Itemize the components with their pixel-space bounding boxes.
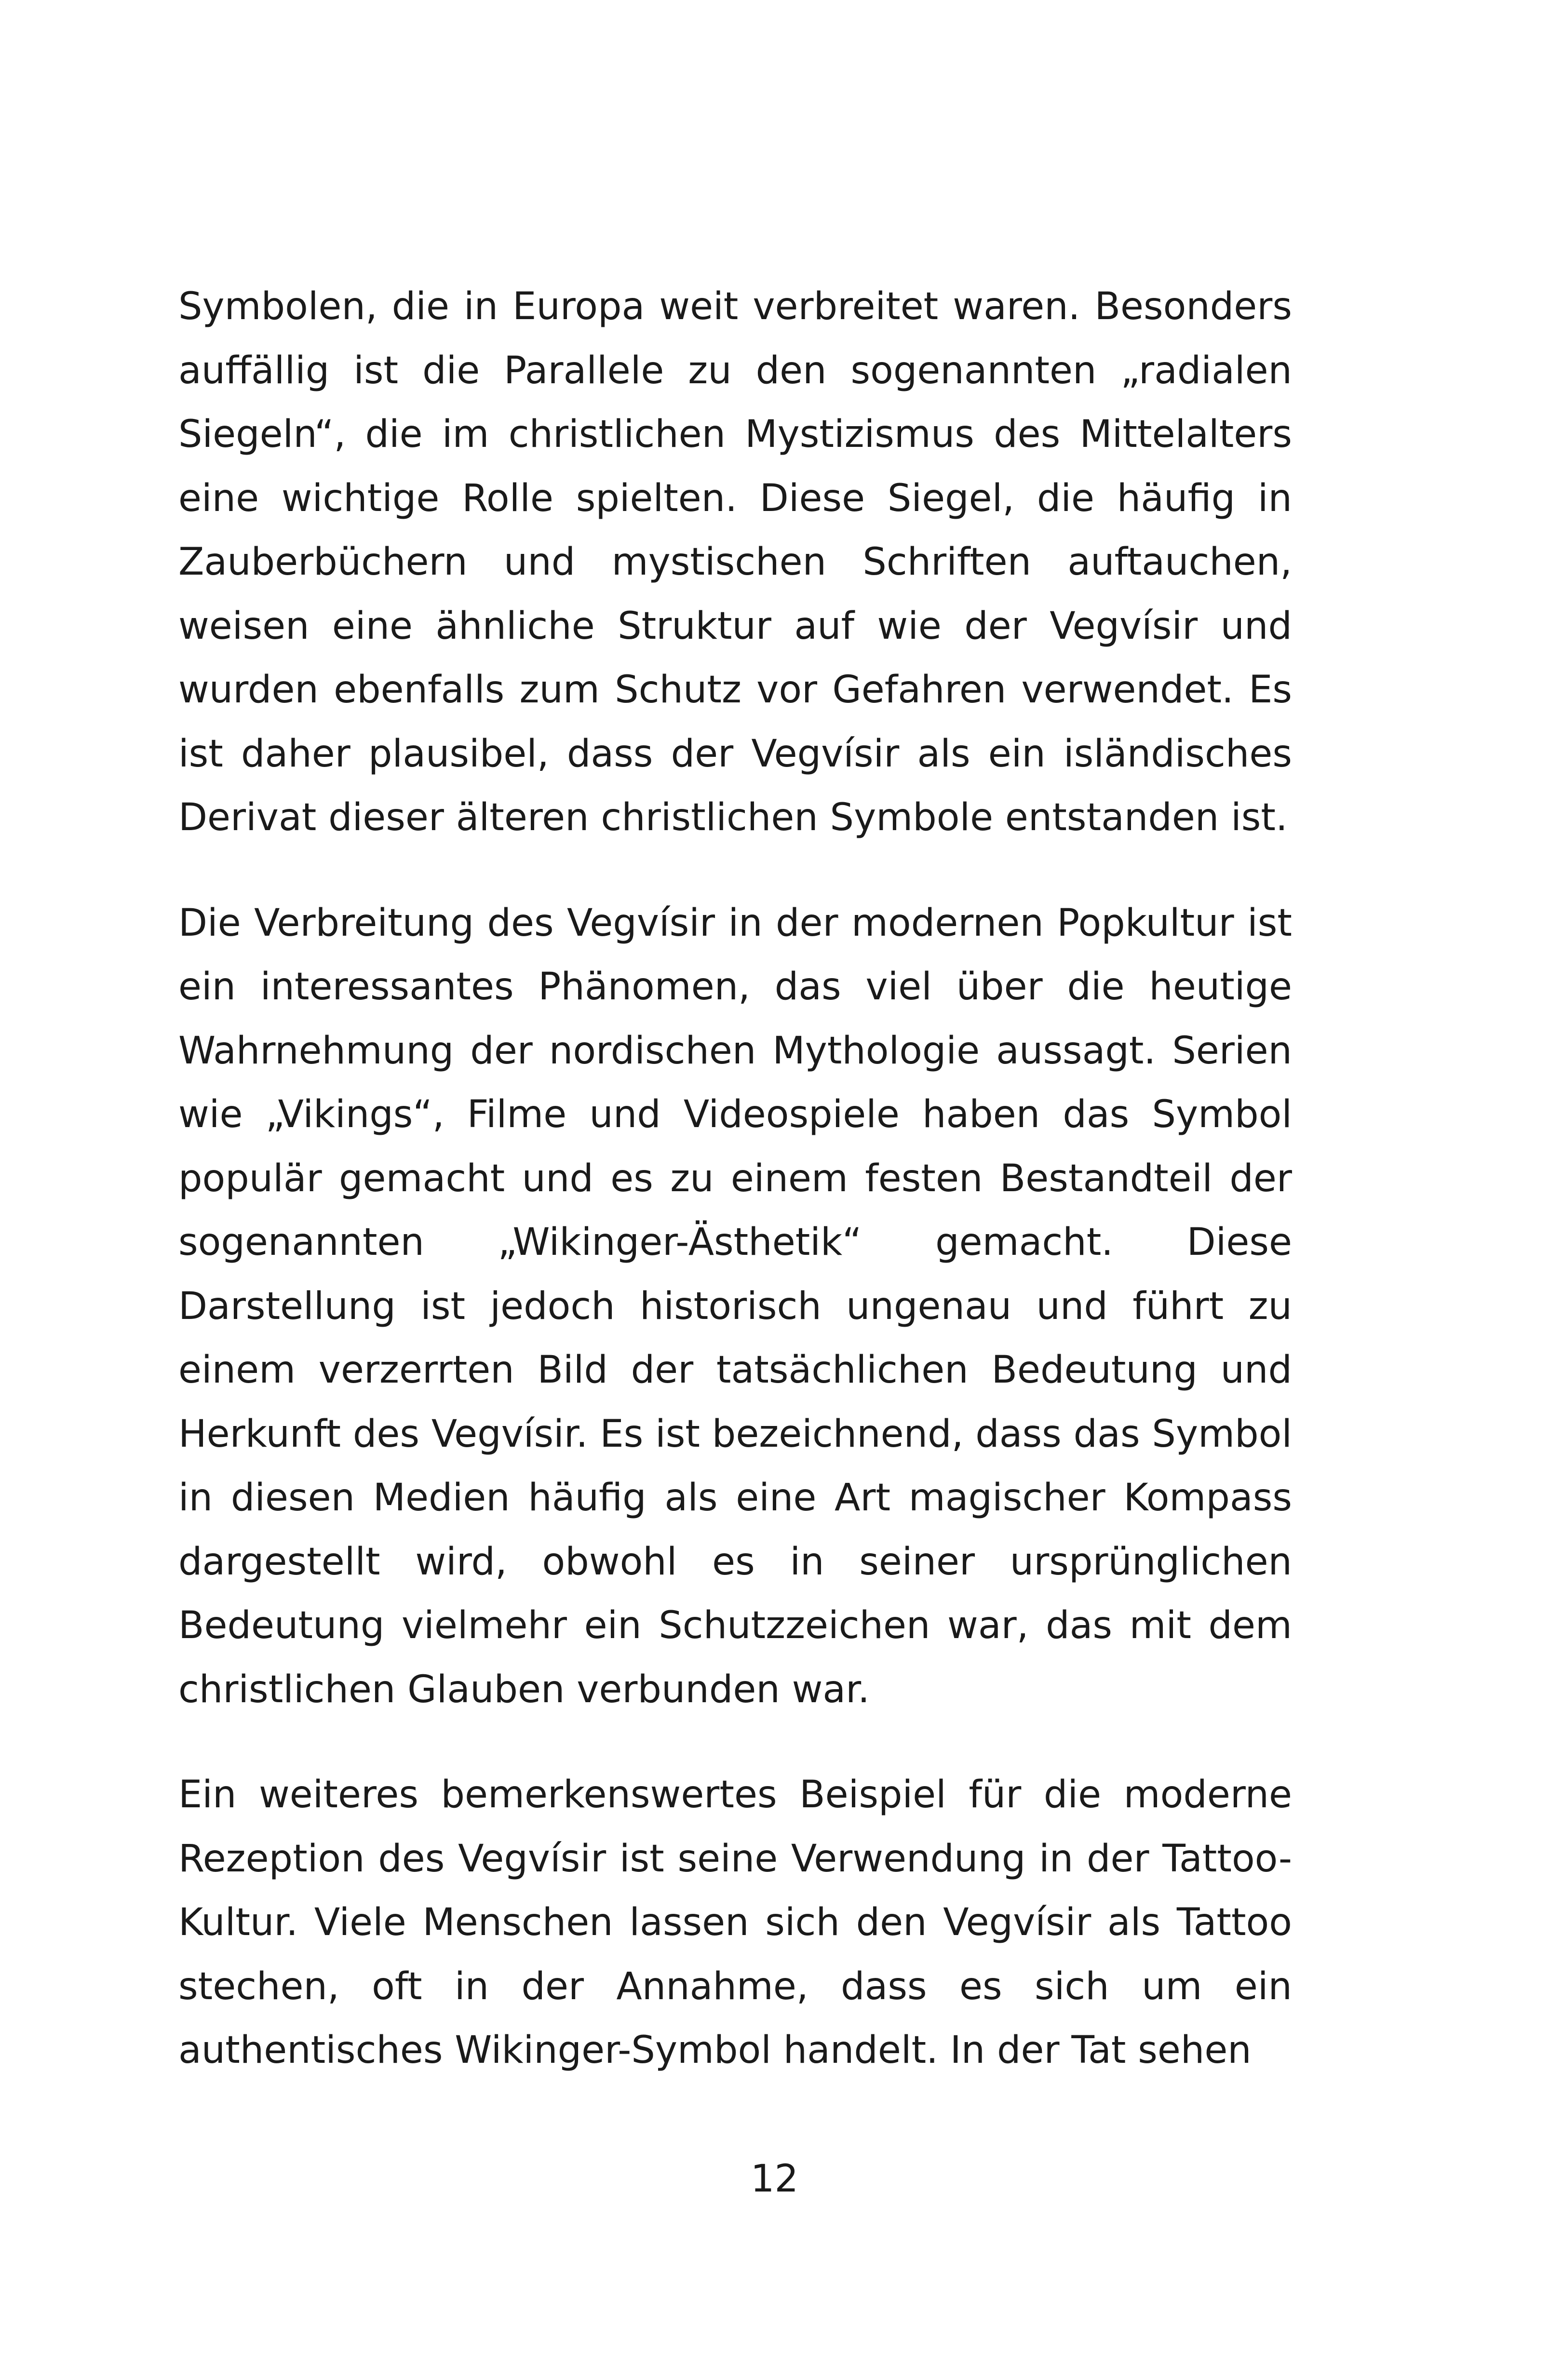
paragraph: Ein weiteres bemerkenswertes Beispiel für die moderne Rezeption des Vegvísir ist seine Verwendung in der Tattoo-Kultur. Viele Menschen lassen sich den Vegvísir als Tattoo stechen, oft in der Annahme, dass es sich um ein authentisches Wikinger-Symbol handelt. In der Tat sehen [178,1773,1292,2072]
paragraph: Symbolen, die in Europa weit verbreitet waren. Besonders auffällig ist die Parallele zu den sogenannten „radialen Siegeln“, die im christlichen Mystizismus des Mittelalters eine wichtige Rolle spielten. Diese Siegel, die häufig in Zauberbüchern und mystischen Schriften auftauchen, weisen eine ähnliche Struktur auf wie der Vegvísir und wurden ebenfalls zum Schutz vor Gefahren verwendet. Es ist daher plausibel, dass der Vegvísir als ein isländisches Derivat dieser älteren christlichen Symbole entstanden ist. [178,285,1292,839]
paragraph: Die Verbreitung des Vegvísir in der modernen Popkultur ist ein interessantes Phänomen, das viel über die heutige Wahrnehmung der nordischen Mythologie aussagt. Serien wie „Vikings“, Filme und Videospiele haben das Symbol populär gemacht und es zu einem festen Bestandteil der sogenannten „Wikinger-Ästhetik“ gemacht. Diese Darstellung ist jedoch historisch ungenau und führt zu einem verzerrten Bild der tatsächlichen Bedeutung und Herkunft des Vegvísir. Es ist bezeichnend, dass das Symbol in diesen Medien häufig als eine Art magischer Kompass dargestellt wird, obwohl es in seiner ursprünglichen Bedeutung vielmehr ein Schutzzeichen war, das mit dem christlichen Glauben verbunden war. [178,901,1292,1711]
body-text [178,275,1292,2083]
page-number: 12 [750,2157,799,2201]
